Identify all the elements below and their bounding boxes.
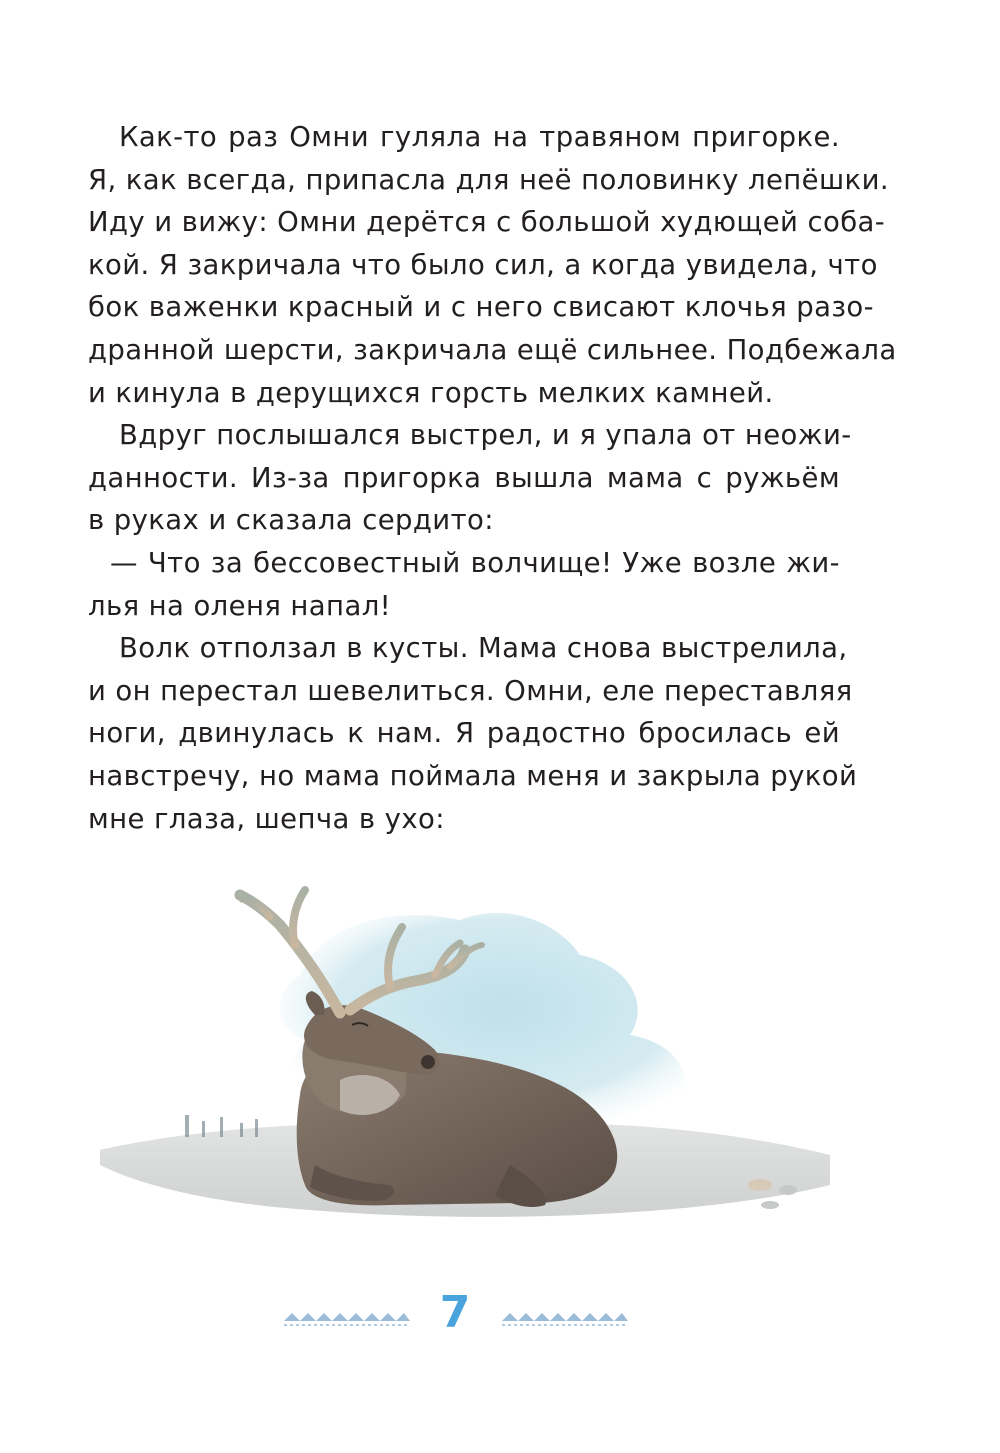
text-line: мне глаза, шепча в ухо: — [88, 802, 445, 835]
right-ornament — [500, 1303, 630, 1329]
page-number: 7 — [439, 1287, 471, 1338]
text-line: кой. Я закричала что было сил, а когда увидела, что — [88, 248, 878, 281]
left-ornament — [282, 1303, 412, 1329]
text-line: Волк отползал в кусты. Мама снова выстрелила, — [119, 632, 848, 665]
reindeer-illustration — [90, 865, 850, 1245]
text-line: Иду и вижу: Омни дерётся с большой худющей соба- — [88, 206, 886, 239]
text-line: Вдруг послышался выстрел, и я упала от неожи- — [119, 419, 852, 452]
text-line: и он перестал шевелиться. Омни, еле переставляя — [88, 674, 853, 707]
text-line: ноги, двинулась к нам. Я радостно бросилась ей — [88, 717, 840, 750]
text-line: навстречу, но мама поймала меня и закрыла рукой — [88, 759, 858, 792]
text-line: в руках и сказала сердито: — [88, 504, 494, 537]
text-line: бок важенки красный и с него свисают клочья разо- — [88, 291, 874, 324]
reindeer-nose — [421, 1055, 435, 1069]
story-text — [88, 116, 897, 840]
text-line: и кинула в дерущихся горсть мелких камней. — [88, 376, 774, 409]
text-line: данности. Из-за пригорка вышла мама с ружьём — [88, 461, 840, 494]
page-footer — [0, 1285, 1000, 1345]
text-line: Как-то раз Омни гуляла на травяном пригорке. — [119, 121, 840, 153]
text-line: — Что за бессовестный волчище! Уже возле жи- — [110, 546, 840, 579]
text-line: Я, как всегда, припасла для неё половинку лепёшки. — [88, 163, 889, 196]
text-line: лья на оленя напал! — [88, 589, 392, 622]
text-line: дранной шерсти, закричала ещё сильнее. Подбежала — [88, 333, 897, 366]
